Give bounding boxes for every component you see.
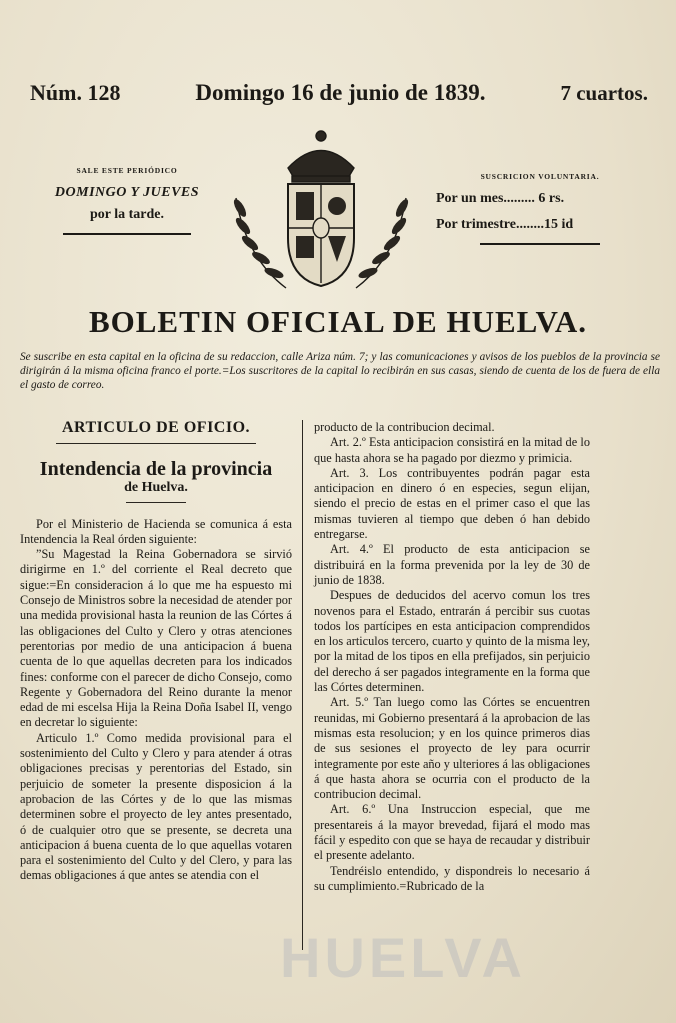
subscription-heading: SUSCRICION VOLUNTARIA. [480,172,600,181]
paragraph: Despues de deducidos del acervo comun los tres novenos para el Estado, entrarán á percibir sus cuotas todos los partícipes en esta anticipacion comprendidos en los articulos tercero, cuarto y quinto de la misma ley, por la mitad de los tipos en ella prefijados, sin perjuicio del derecho á ser pagados integramente en la forma que las Córtes determinen. [314,588,590,695]
price-quarterly: Por trimestre........15 id [436,217,574,232]
schedule-label: SALE ESTE PERIÓDICO [76,166,178,175]
paragraph: Articulo 1.º Como medida provisional para el sostenimiento del Culto y Clero y para atender á otras obligaciones precisas y perentorias del Estado, sin perjuicio de someter la presente disposicion á la aprobacion de las Córtes y de lo que las mismas determinen sobre el proyecto de ley antes presentado, ó de cualquier otro que se presente, se decreta una anticipacion á buena cuenta de lo que aquellas votaren para el sostenimiento del Culto y del Clero, y para las demas obligaciones á que antes se atendia con el [20,730,292,883]
paragraph: Por el Ministerio de Hacienda se comunica á esta Intendencia la Real órden siguiente: [20,516,292,546]
issue-number: Núm. 128 [30,80,121,105]
left-column [20,420,292,884]
divider [63,233,191,235]
section-heading: ARTICULO DE OFICIO. [61,419,251,436]
paragraph: ”Su Magestad la Reina Gobernadora se sirvió dirigirme en 1.º del corriente el Real decreto que sigue:=En consideracion á lo que me ha espuesto mi Consejo de Ministros sobre la necesidad de atender por una medida provisional hasta la reunion de las Córtes á las obligaciones del Culto y Clero y otras atenciones perentorias por medio de una anticipacion á buena cuenta de lo que aquellas decreten para los indicados fines: conforme con el parecer de dicho Consejo, como Regente y Gobernadora del Reino durante la menor edad de mi escelsa Hija la Reina Doña Isabel II, vengo en decretar lo siguiente: [20,547,292,730]
archive-watermark: HUELVA [280,926,526,989]
column-divider [302,420,303,950]
paragraph: Art. 3. Los contribuyentes podrán pagar esta anticipacion en dinero ó en especies, segun elijan, siendo el precio de estas en el primer caso el que las mismas tuvieren al tiempo que deben ó han debido entregarse. [314,465,590,542]
article-title: Intendencia de la provincia [39,458,273,481]
issue-price: 7 cuartos. [560,81,648,105]
divider [480,243,600,245]
schedule-days: DOMINGO Y JUEVES [54,185,200,200]
paragraph: Art. 4.º El producto de esta anticipacion se distribuirá en la forma prevenida por la ley de 30 de junio de 1838. [314,542,590,587]
paragraph: Art. 6.º Una Instruccion especial, que me presentareis á la mayor brevedad, fijará el modo mas fácil y espedito con que se haya de recaudar y distribuir el presente adelanto. [314,802,590,863]
subscription-notice: Se suscribe en esta capital en la oficina de su redaccion, calle Ariza núm. 7; y las comunicaciones y avisos de los pueblos de la provincia se dirigirán á la misma oficina franco el porte.=Los suscritores de la capital lo recibirán en sus casas, siendo de cuenta de los de fuera de ella el gasto de correo. [20,351,660,391]
divider [126,502,186,503]
paragraph: Art. 5.º Tan luego como las Córtes se encuentren reunidas, mi Gobierno presentará á la aprobacion de las mismas esta resolucion; y en los quince primeros dias de sus sesiones el proyecto de ley para ocurrir integramente por este año y ulteriores á las obligaciones á que hasta ahora se ocurria con el producto de la contribucion decimal. [314,695,590,802]
paragraph: producto de la contribucion decimal. [314,420,495,434]
newspaper-title: BOLETIN OFICIAL DE HUELVA. [88,304,588,339]
royal-coat-of-arms-icon [216,128,426,298]
article-subtitle: de Huelva. [124,480,188,496]
paragraph: Art. 2.º Esta anticipacion consistirá en la mitad de lo que hasta ahora se ha pagado por diezmo y primicia. [314,435,590,465]
subscription-box [436,172,644,245]
right-column [314,420,590,894]
divider [56,443,256,444]
schedule-time: por la tarde. [89,207,164,222]
issue-date: Domingo 16 de junio de 1839. [195,80,486,105]
price-monthly: Por un mes......... 6 rs. [436,191,565,206]
publication-schedule [34,166,220,235]
issue-header [30,76,648,106]
paragraph: Tendréislo entendido, y dispondreis lo necesario á su cumplimiento.=Rubricado de la [314,863,590,893]
